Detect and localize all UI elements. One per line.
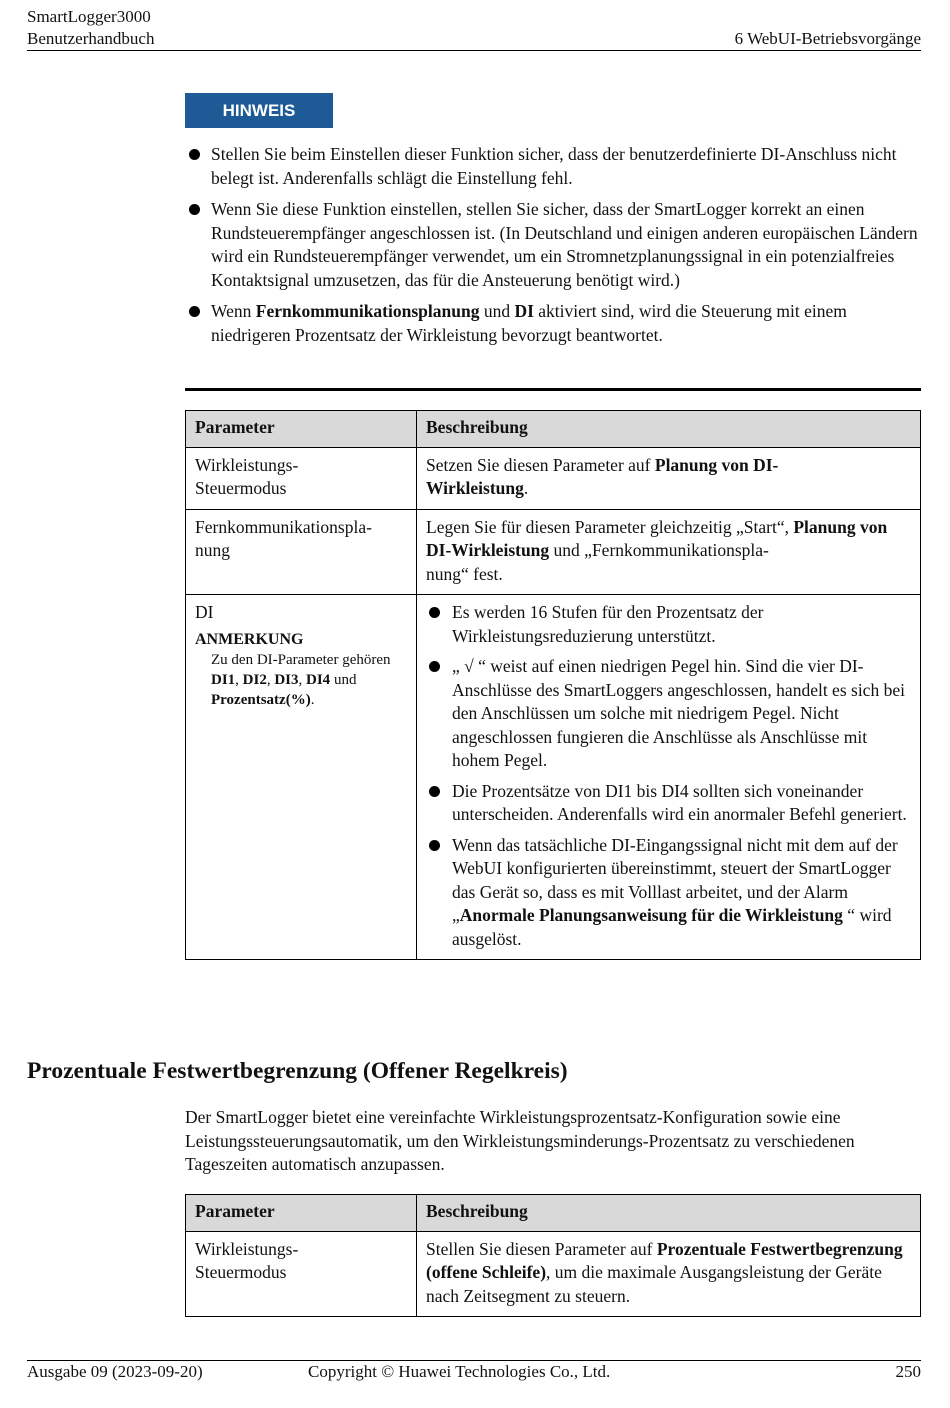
chapter-title: 6 WebUI-Betriebsvorgänge xyxy=(734,29,921,48)
table-row xyxy=(186,509,921,595)
bullet-icon xyxy=(429,840,440,851)
list-item: „ √ “ weist auf einen niedrigen Pegel hin. Sind die vier DI-Anschlüsse des SmartLoggers angeschlossen, handelt es sich bei den Anschlüssen um solche mit niedrigem Pegel. Nicht angeschlossen fungieren die Anschlüsse als Anschlüsse mit hohem Pegel. xyxy=(426,655,911,773)
column-header-parameter: Parameter xyxy=(186,1195,417,1232)
section-title: Prozentuale Festwertbegrenzung (Offener Regelkreis) xyxy=(27,1058,568,1084)
param-description: Setzen Sie diesen Parameter auf Planung von DI- Wirkleistung. xyxy=(417,447,921,509)
notice-item: Stellen Sie beim Einstellen dieser Funktion sicher, dass der benutzerdefinierte DI-Anschluss nicht belegt ist. Anderenfalls schlägt die Einstellung fehl. xyxy=(185,143,921,190)
product-name: SmartLogger3000 xyxy=(27,7,151,26)
notice-end-rule xyxy=(185,388,921,391)
bullet-icon xyxy=(429,786,440,797)
bullet-icon xyxy=(189,204,200,215)
bullet-icon xyxy=(429,607,440,618)
header-divider xyxy=(27,50,921,51)
table-row xyxy=(186,1231,921,1317)
document-header-left xyxy=(27,6,154,50)
param-description: Legen Sie für diesen Parameter gleichzeitig „Start“, Planung von DI-Wirkleistung und „Fernkommunikationspla- nung“ fest. xyxy=(417,509,921,595)
notice-item: Wenn Fernkommunikationsplanung und DI aktiviert sind, wird die Steuerung mit einem niedrigeren Prozentsatz der Wirkleistung bevorzugt beantwortet. xyxy=(185,300,921,347)
notice-item: Wenn Sie diese Funktion einstellen, stellen Sie sicher, dass der SmartLogger korrekt an einen Rundsteuerempfänger angeschlossen ist. (In Deutschland und einigen anderen europäischen Ländern wird ein Rundsteuerempfänger verwendet, um ein Stromnetzplanungssignal in ein potenzialfreies Kontaktsignal umzusetzen, das für die Ansteuerung benötigt wird.) xyxy=(185,198,921,292)
section-paragraph: Der SmartLogger bietet eine vereinfachte Wirkleistungsprozentsatz-Konfiguration sowie eine Leistungssteuerungsautomatik, um den Wirkleistungsminderungs-Prozentsatz zu verschiedenen Tageszeiten automatisch anzupassen. xyxy=(185,1107,855,1174)
param-name: Fernkommunikationspla- nung xyxy=(186,509,417,595)
table-row xyxy=(186,595,921,960)
notice-label: HINWEIS xyxy=(185,93,333,128)
param-name: Wirkleistungs- Steuermodus xyxy=(186,447,417,509)
table-row xyxy=(186,447,921,509)
column-header-description: Beschreibung xyxy=(417,1195,921,1232)
column-header-description: Beschreibung xyxy=(417,411,921,448)
parameter-table-fixed-limit xyxy=(185,1194,921,1317)
page-number: 250 xyxy=(895,1362,921,1381)
list-item: Wenn das tatsächliche DI-Eingangssignal nicht mit dem auf der WebUI konfigurierten übereinstimmt, steuert der SmartLogger das Gerät so, dass es mit Volllast arbeitet, und der Alarm „Anormale Planungsanweisung für die Wirkleistung “ wird ausgelöst. xyxy=(426,834,911,952)
table-header-row xyxy=(186,411,921,448)
footer-edition: Ausgabe 09 (2023-09-20) xyxy=(27,1362,203,1381)
footer-copyright: Copyright © Huawei Technologies Co., Ltd. xyxy=(308,1362,611,1381)
document-type: Benutzerhandbuch xyxy=(27,29,155,48)
table-header-row xyxy=(186,1195,921,1232)
notice-list xyxy=(185,143,921,355)
list-item: Es werden 16 Stufen für den Prozentsatz der Wirkleistungsreduzierung unterstützt. xyxy=(426,601,911,648)
bullet-icon xyxy=(189,149,200,160)
param-description xyxy=(417,595,921,960)
note-title: ANMERKUNG xyxy=(195,630,304,648)
parameter-table-di xyxy=(185,410,921,960)
bullet-icon xyxy=(429,661,440,672)
bullet-icon xyxy=(189,306,200,317)
note-body: Zu den DI-Parameter gehören DI1, DI2, DI3, DI4 und Prozentsatz(%). xyxy=(211,651,391,708)
param-name-di: DI ANMERKUNG Zu den DI-Parameter gehören DI1, DI2, DI3, DI4 und Prozentsatz(%). xyxy=(186,595,417,960)
list-item: Die Prozentsätze von DI1 bis DI4 sollten sich voneinander unterscheiden. Anderenfalls wird ein anormaler Befehl generiert. xyxy=(426,780,911,827)
param-description: Stellen Sie diesen Parameter auf Prozentuale Festwertbegrenzung (offene Schleife), um die maximale Ausgangsleistung der Geräte nach Zeitsegment zu steuern. xyxy=(417,1231,921,1317)
column-header-parameter: Parameter xyxy=(186,411,417,448)
param-name: Wirkleistungs- Steuermodus xyxy=(186,1231,417,1317)
